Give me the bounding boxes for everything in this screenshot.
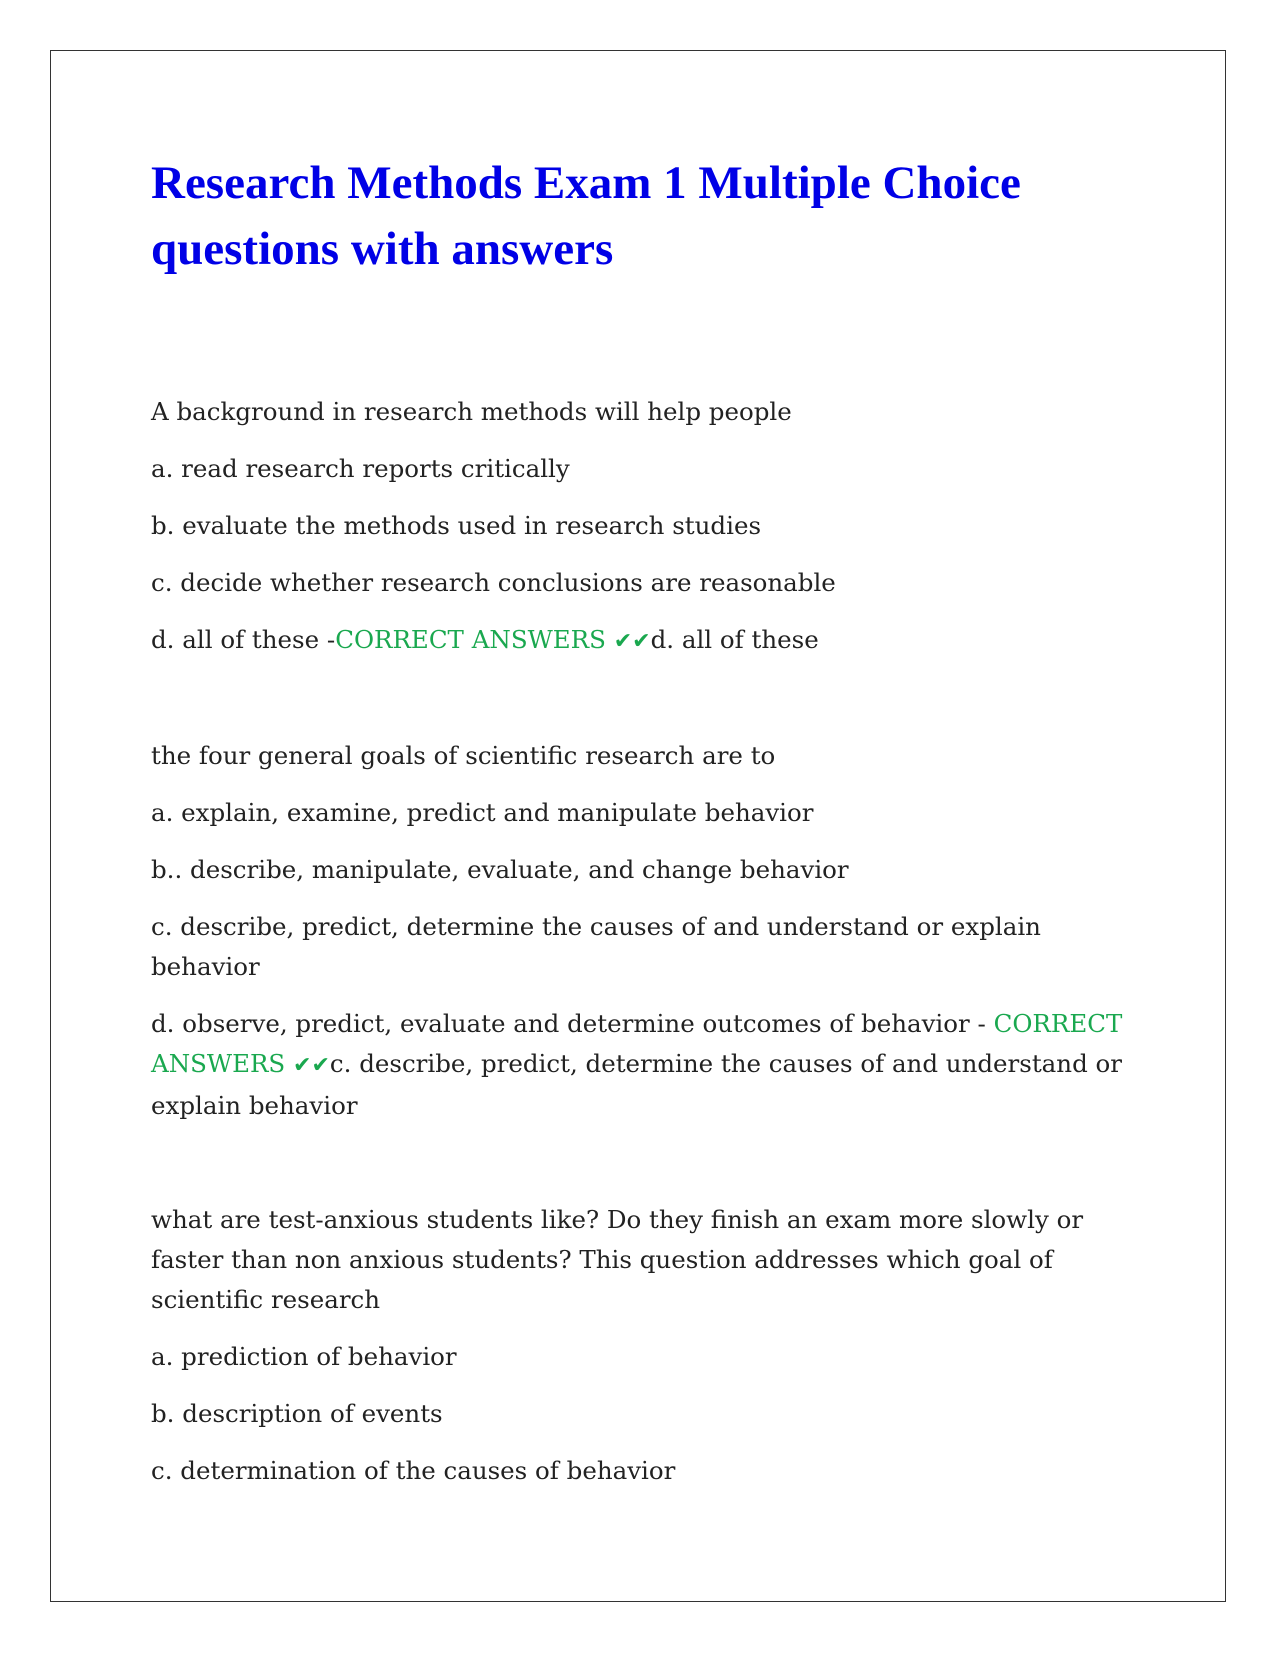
option-d: d. all of these -	[151, 625, 336, 654]
option-d-with-answer	[151, 620, 1131, 662]
answer-text: d. all of these	[650, 625, 819, 654]
question-prompt: what are test-anxious students like? Do they finish an exam more slowly or faster than non anxious students? This question addresses which goal of scientific research	[151, 1205, 1084, 1314]
double-check-icon: ✔✔	[293, 1053, 330, 1078]
option-a: a. prediction of behavior	[151, 1342, 457, 1371]
question-1	[151, 392, 1131, 662]
option-d-with-answer	[151, 1004, 1131, 1126]
double-check-icon: ✔✔	[613, 629, 651, 654]
question-prompt: A background in research methods will help people	[151, 397, 792, 426]
option-a: a. read research reports critically	[151, 454, 570, 483]
option-c: c. describe, predict, determine the causes of and understand or explain behavior	[151, 912, 1041, 981]
option-d: d. observe, predict, evaluate and determine outcomes of behavior -	[151, 1009, 986, 1038]
option-b: b.. describe, manipulate, evaluate, and change behavior	[151, 855, 849, 884]
question-prompt: the four general goals of scientific research are to	[151, 741, 776, 770]
correct-answers-label: CORRECT ANSWERS	[151, 1009, 1123, 1078]
document-title: Research Methods Exam 1 Multiple Choice questions with answers	[151, 157, 1021, 275]
option-b: b. description of events	[151, 1399, 443, 1428]
correct-answers-label: CORRECT ANSWERS	[335, 625, 606, 654]
option-c: c. decide whether research conclusions are reasonable	[151, 568, 836, 597]
option-a: a. explain, examine, predict and manipulate behavior	[151, 798, 814, 827]
question-2	[151, 736, 1131, 1126]
option-b: b. evaluate the methods used in research studies	[151, 511, 762, 540]
document-content	[151, 150, 1131, 1508]
question-3	[151, 1200, 1131, 1491]
answer-text: c. describe, predict, determine the causes of and understand or explain behavior	[151, 1049, 1123, 1120]
option-c: c. determination of the causes of behavior	[151, 1456, 676, 1485]
